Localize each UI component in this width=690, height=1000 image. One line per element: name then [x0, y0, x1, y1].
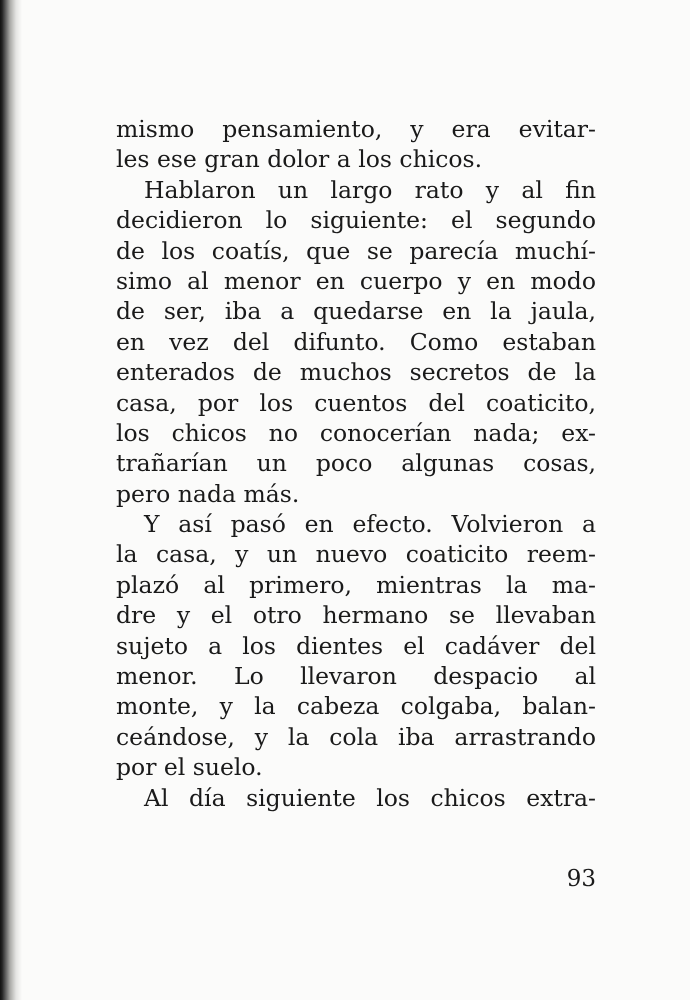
text-line: Y así pasó en efecto. Volvieron a	[144, 510, 596, 539]
text-line: enterados de muchos secretos de la	[116, 358, 596, 387]
text-line: simo al menor en cuerpo y en modo	[116, 266, 596, 295]
text-line: trañarían un poco algunas cosas,	[116, 449, 596, 478]
text-line: monte, y la cabeza colgaba, balan-	[116, 692, 596, 721]
page-binding-shadow	[0, 0, 22, 1000]
text-line: pero nada más.	[116, 479, 300, 508]
text-line: por el suelo.	[116, 753, 263, 782]
text-line: mismo pensamiento, y era evitar-	[116, 115, 596, 143]
text-line: de ser, iba a quedarse en la jaula,	[116, 297, 596, 326]
text-line: les ese gran dolor a los chicos.	[116, 145, 483, 174]
body-text	[116, 114, 596, 813]
text-line: sujeto a los dientes el cadáver del	[116, 631, 596, 660]
text-line: de los coatís, que se parecía muchí-	[116, 236, 596, 265]
text-line: la casa, y un nuevo coaticito reem-	[116, 540, 596, 569]
text-line: decidieron lo siguiente: el segundo	[116, 206, 596, 235]
text-line: los chicos no conocerían nada; ex-	[116, 418, 596, 447]
text-line: menor. Lo llevaron despacio al	[116, 662, 596, 691]
text-line: Al día siguiente los chicos extra-	[144, 783, 596, 812]
text-line: dre y el otro hermano se llevaban	[116, 601, 596, 630]
text-line: plazó al primero, mientras la ma-	[116, 570, 596, 599]
text-line: Hablaron un largo rato y al fin	[144, 175, 596, 204]
text-line: ceándose, y la cola iba arrastrando	[116, 722, 596, 751]
text-line: casa, por los cuentos del coaticito,	[116, 388, 596, 417]
text-line: en vez del difunto. Como estaban	[116, 327, 596, 356]
page-number: 93	[566, 866, 596, 892]
